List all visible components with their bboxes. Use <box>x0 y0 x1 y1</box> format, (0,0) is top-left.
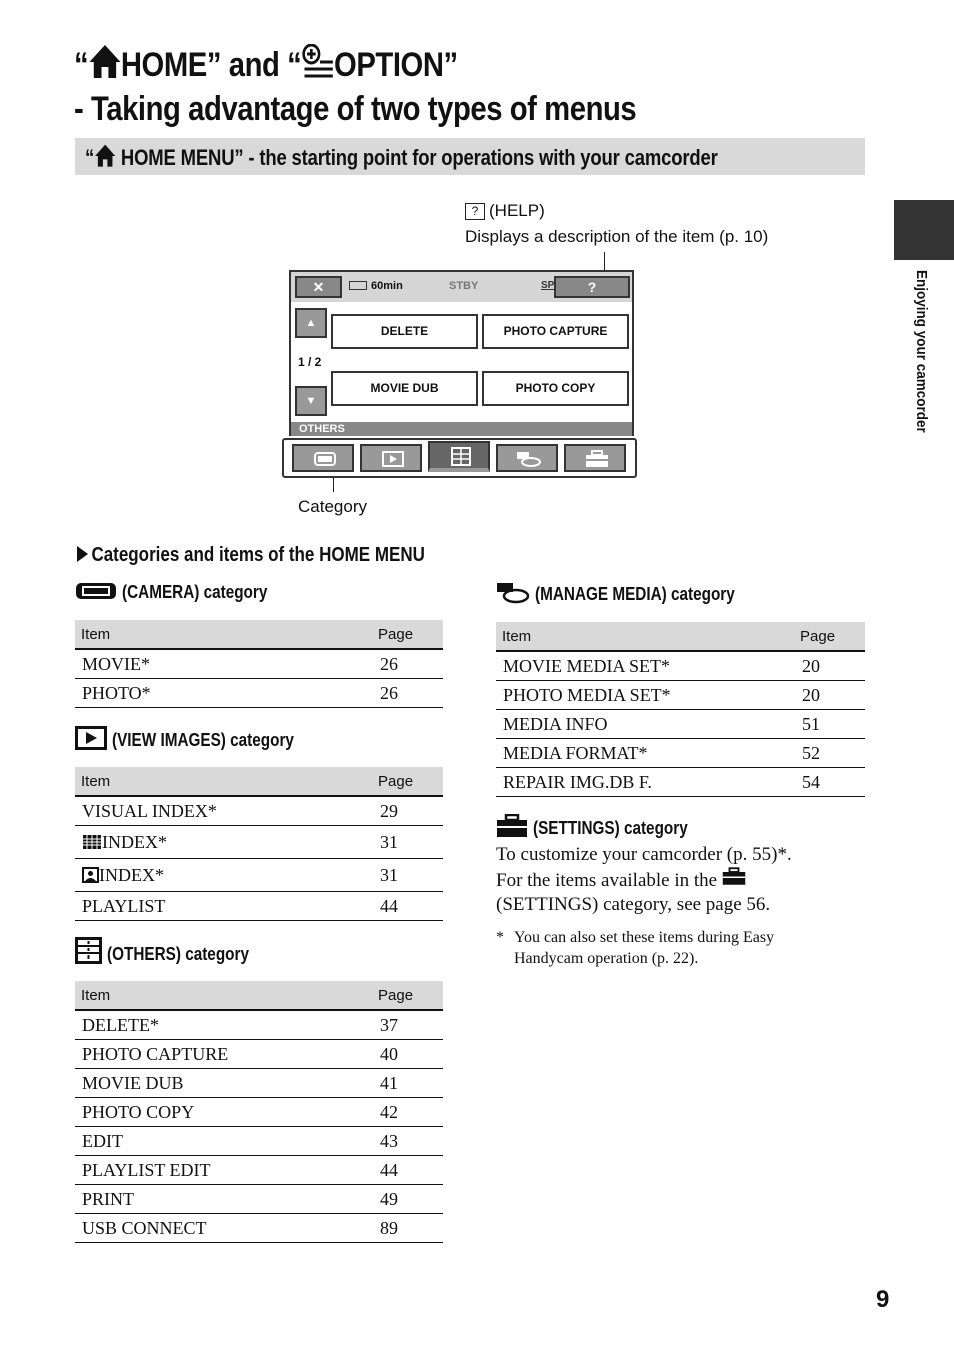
others-heading-text: (OTHERS) category <box>107 944 249 964</box>
settings-line1: To customize your camcorder (p. 55)*. <box>496 844 792 865</box>
item-page: 40 <box>376 1040 443 1069</box>
help-icon: ? <box>465 203 485 220</box>
col-page: Page <box>376 767 443 796</box>
col-item: Item <box>75 981 376 1010</box>
item-name: PHOTO* <box>75 679 376 708</box>
camera-category-heading <box>75 580 293 603</box>
others-icon <box>448 447 474 467</box>
table-row <box>75 1127 443 1156</box>
item-name: MOVIE* <box>75 649 376 679</box>
triangle-bullet-icon <box>77 546 88 562</box>
battery-icon <box>349 281 367 290</box>
item-name: MEDIA INFO <box>496 710 798 739</box>
item-page: 37 <box>376 1010 443 1040</box>
view-images-items-table <box>75 767 443 921</box>
table-header-row <box>75 981 443 1010</box>
item-name: VISUAL INDEX* <box>75 796 376 826</box>
table-row <box>496 739 865 768</box>
footnote-mark: * <box>496 929 504 946</box>
item-name: PLAYLIST <box>75 892 376 921</box>
item-page: 29 <box>376 796 443 826</box>
col-item: Item <box>75 767 376 796</box>
help-annotation <box>465 198 768 250</box>
photo-capture-menu-button[interactable]: PHOTO CAPTURE <box>482 314 629 349</box>
battery-remaining: 60min <box>371 280 403 292</box>
page-number: 9 <box>876 1286 890 1313</box>
manage-media-icon <box>496 582 530 604</box>
section-heading-text: Categories and items of the HOME MENU <box>91 544 425 566</box>
item-name: PRINT <box>75 1185 376 1214</box>
category-label: Category <box>298 497 367 516</box>
home-icon <box>88 44 121 89</box>
item-page: 31 <box>376 826 443 859</box>
camera-items-table <box>75 620 443 708</box>
scroll-up-button[interactable]: ▲ <box>295 308 327 338</box>
item-page: 52 <box>798 739 865 768</box>
footnote <box>496 927 774 969</box>
category-leader-line <box>333 478 334 492</box>
title-and: ” and “ <box>206 46 302 84</box>
help-description: Displays a description of the item (p. 10) <box>465 227 769 246</box>
item-page: 89 <box>376 1214 443 1243</box>
settings-icon <box>722 867 746 886</box>
table-row <box>75 679 443 708</box>
title-option-word: OPTION <box>334 46 444 84</box>
col-page: Page <box>798 622 865 651</box>
delete-menu-button[interactable]: DELETE <box>331 314 478 349</box>
settings-category-tab[interactable] <box>564 444 626 472</box>
item-name: PHOTO MEDIA SET* <box>496 681 798 710</box>
manage-media-icon <box>516 450 542 468</box>
view-images-icon <box>380 450 406 468</box>
table-row <box>75 1156 443 1185</box>
item-cell <box>75 859 376 892</box>
camera-heading-text: (CAMERA) category <box>122 582 268 602</box>
others-category-heading <box>75 937 274 965</box>
item-page: 26 <box>376 679 443 708</box>
table-header-row <box>75 620 443 649</box>
settings-heading-text: (SETTINGS) category <box>533 818 688 838</box>
table-row <box>75 1010 443 1040</box>
help-name: (HELP) <box>489 201 545 220</box>
photo-index-icon <box>82 867 99 883</box>
others-icon <box>75 937 102 964</box>
table-row <box>75 892 443 921</box>
chapter-tab <box>894 200 954 260</box>
manage-media-category-heading <box>496 582 770 605</box>
section-heading <box>77 544 425 567</box>
item-page: 42 <box>376 1098 443 1127</box>
category-name: OTHERS <box>299 423 345 435</box>
item-page: 43 <box>376 1127 443 1156</box>
col-page: Page <box>376 620 443 649</box>
item-page: 51 <box>798 710 865 739</box>
title-quote-open: “ <box>74 46 89 84</box>
item-name: USB CONNECT <box>75 1214 376 1243</box>
item-page: 20 <box>798 681 865 710</box>
view-images-category-tab[interactable] <box>360 444 422 472</box>
table-row <box>75 826 443 859</box>
item-name: PHOTO COPY <box>75 1098 376 1127</box>
manage-media-category-tab[interactable] <box>496 444 558 472</box>
table-row <box>496 768 865 797</box>
home-menu-section-bar <box>75 138 865 175</box>
item-name: REPAIR IMG.DB F. <box>496 768 798 797</box>
footnote-line1: You can also set these items during Easy <box>514 929 775 946</box>
settings-line2: For the items available in the <box>496 870 718 891</box>
title-home-word: HOME <box>120 46 207 84</box>
bar-quote: “ <box>85 145 95 170</box>
item-page: 49 <box>376 1185 443 1214</box>
table-row <box>75 1040 443 1069</box>
table-row <box>75 1069 443 1098</box>
item-page: 44 <box>376 892 443 921</box>
settings-description <box>496 843 856 917</box>
others-items-table <box>75 981 443 1243</box>
item-name: EDIT <box>75 1127 376 1156</box>
title-quote-close: ” <box>443 46 458 84</box>
table-header-row <box>75 767 443 796</box>
standby-status: STBY <box>449 280 479 292</box>
page-indicator: 1 / 2 <box>298 355 322 369</box>
col-item: Item <box>496 622 798 651</box>
col-item: Item <box>75 620 376 649</box>
item-name: MOVIE DUB <box>75 1069 376 1098</box>
movie-dub-menu-button[interactable]: MOVIE DUB <box>331 371 478 406</box>
chapter-label: Enjoying your camcorder <box>913 270 930 433</box>
table-header-row <box>496 622 865 651</box>
camera-icon <box>75 580 117 602</box>
view-images-category-heading <box>75 726 326 751</box>
page-title <box>74 44 762 129</box>
table-row <box>496 710 865 739</box>
movie-index-icon <box>82 834 102 850</box>
table-row <box>75 649 443 679</box>
item-name: DELETE* <box>75 1010 376 1040</box>
option-icon <box>301 44 334 89</box>
item-name: MEDIA FORMAT* <box>496 739 798 768</box>
home-icon <box>94 144 116 168</box>
item-name: INDEX* <box>102 831 167 852</box>
category-tray <box>282 438 637 478</box>
close-button[interactable]: ✕ <box>295 276 342 298</box>
col-page: Page <box>376 981 443 1010</box>
home-menu-bar-text: HOME MENU” - the starting point for operations with your camcorder <box>120 145 718 170</box>
settings-icon <box>584 450 610 468</box>
item-page: 44 <box>376 1156 443 1185</box>
recording-quality: SP <box>541 280 555 291</box>
table-row <box>75 1214 443 1243</box>
others-category-tab[interactable] <box>428 441 490 472</box>
camcorder-home-screen <box>289 270 634 436</box>
table-row <box>75 1098 443 1127</box>
view-images-icon <box>75 726 107 750</box>
item-name: PHOTO CAPTURE <box>75 1040 376 1069</box>
item-name: PLAYLIST EDIT <box>75 1156 376 1185</box>
table-row <box>496 681 865 710</box>
settings-icon <box>496 814 528 838</box>
manage-media-heading-text: (MANAGE MEDIA) category <box>535 584 735 604</box>
settings-line3: (SETTINGS) category, see page 56. <box>496 894 771 915</box>
item-name: INDEX* <box>99 864 164 885</box>
item-name: MOVIE MEDIA SET* <box>496 651 798 681</box>
footnote-line2: Handycam operation (p. 22). <box>514 950 699 967</box>
category-name-bar <box>291 422 632 436</box>
title-subline: - Taking advantage of two types of menus <box>74 90 637 128</box>
table-row <box>496 651 865 681</box>
table-row <box>75 1185 443 1214</box>
item-page: 31 <box>376 859 443 892</box>
manage-media-items-table <box>496 622 865 797</box>
view-images-heading-text: (VIEW IMAGES) category <box>112 730 294 750</box>
item-page: 20 <box>798 651 865 681</box>
item-page: 26 <box>376 649 443 679</box>
table-row <box>75 796 443 826</box>
help-button[interactable]: ? <box>554 276 630 298</box>
item-page: 54 <box>798 768 865 797</box>
scroll-down-button[interactable]: ▼ <box>295 386 327 416</box>
item-page: 41 <box>376 1069 443 1098</box>
photo-copy-menu-button[interactable]: PHOTO COPY <box>482 371 629 406</box>
item-cell <box>75 826 376 859</box>
table-row <box>75 859 443 892</box>
settings-category-heading <box>496 814 715 839</box>
camera-category-tab[interactable] <box>292 444 354 472</box>
camera-icon <box>312 450 338 468</box>
